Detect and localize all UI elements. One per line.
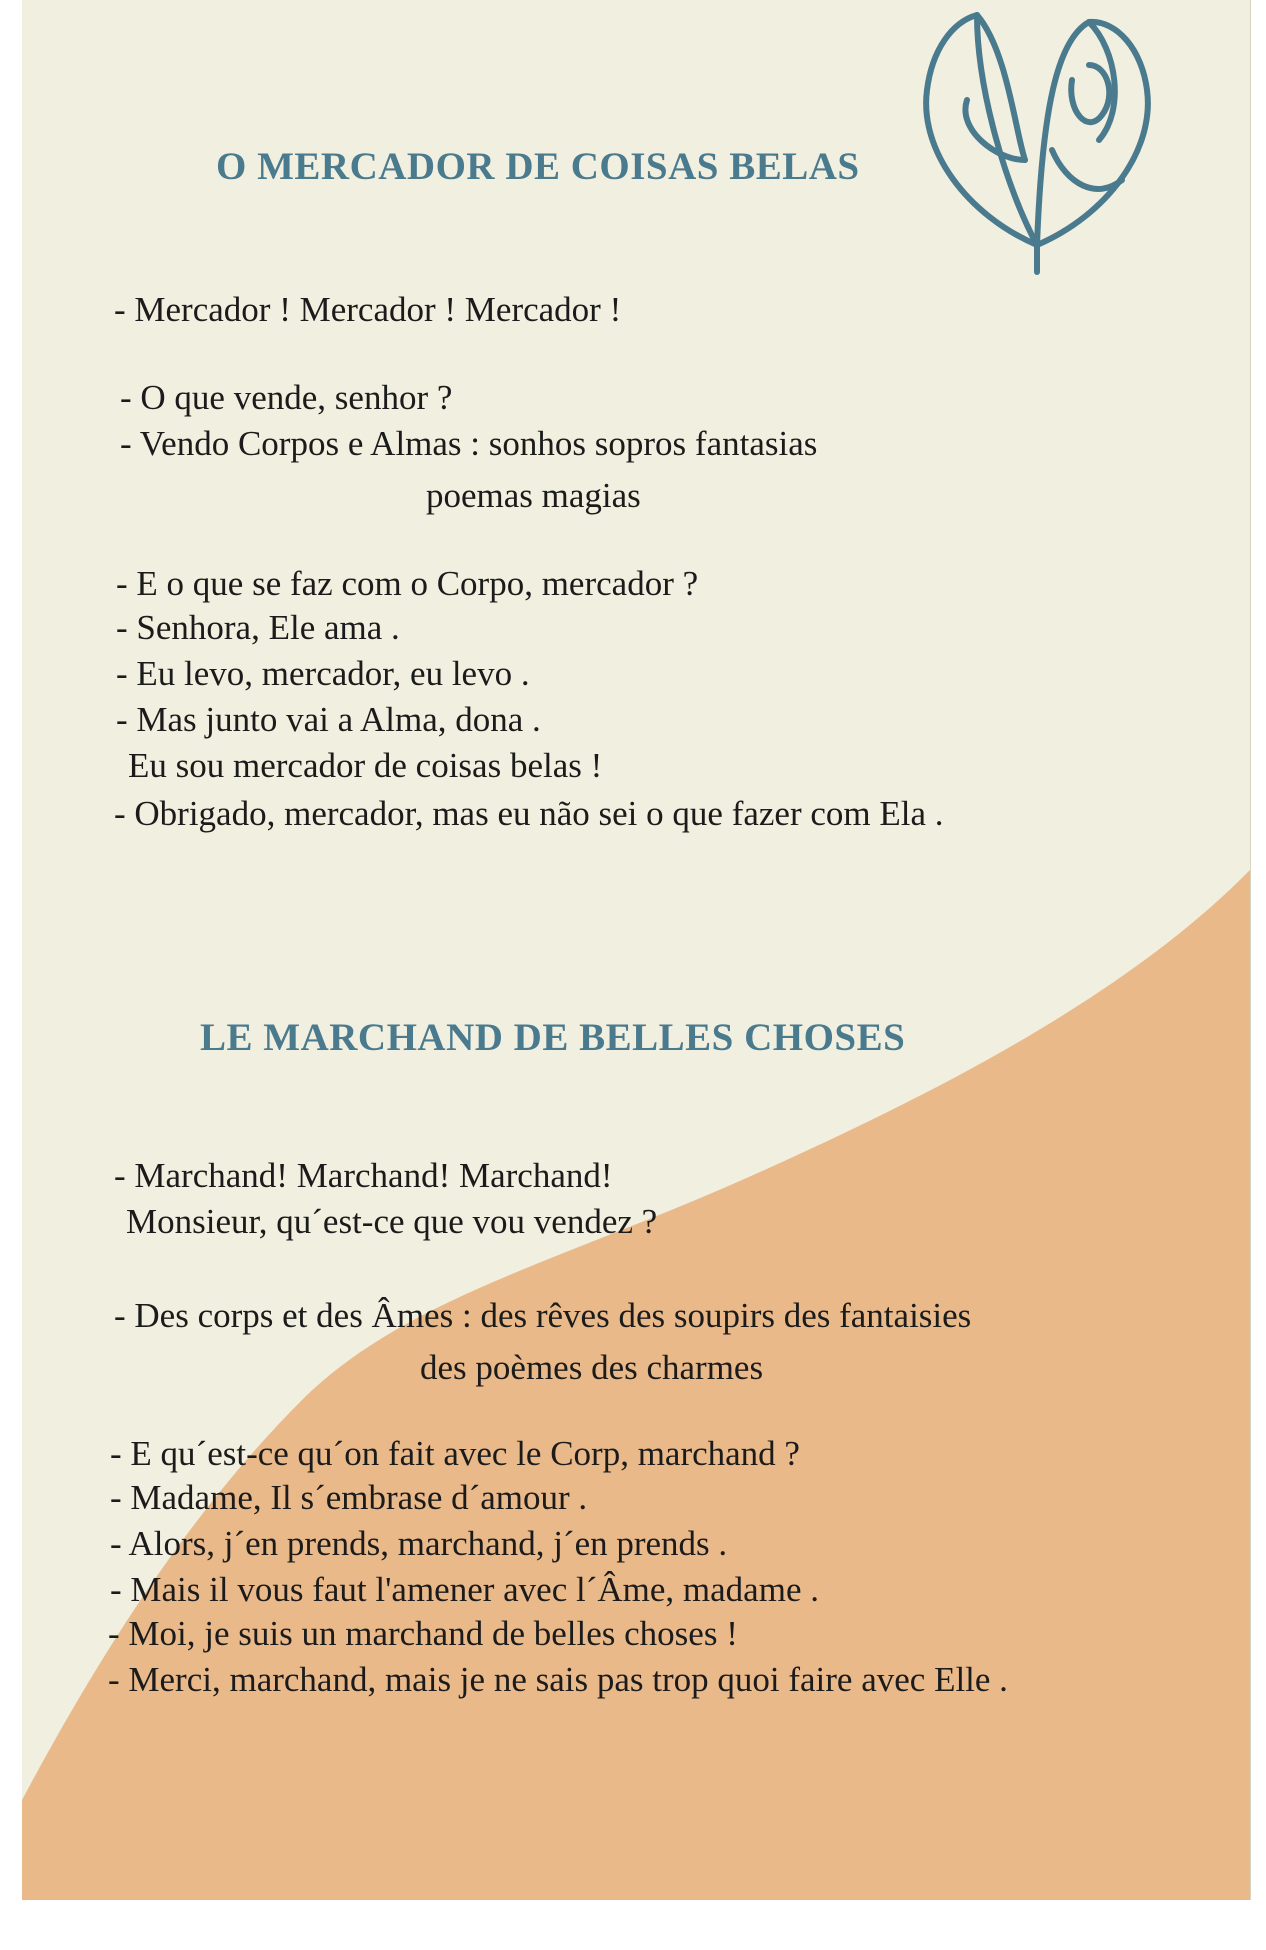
poem-line: des poèmes des charmes bbox=[420, 1348, 764, 1387]
poem-line: - Marchand! Marchand! Marchand! bbox=[114, 1156, 613, 1195]
poem-line: - O que vende, senhor ? bbox=[120, 378, 453, 417]
title-french: LE MARCHAND DE BELLES CHOSES bbox=[200, 1016, 906, 1059]
poem-line: Monsieur, qu´est-ce que vou vendez ? bbox=[126, 1202, 658, 1241]
poem-line: - Mas junto vai a Alma, dona . bbox=[116, 700, 541, 739]
title-portuguese: O MERCADOR DE COISAS BELAS bbox=[216, 145, 860, 188]
stylized-leaf-logo-icon bbox=[907, 10, 1167, 285]
poem-line: - Mercador ! Mercador ! Mercador ! bbox=[114, 290, 622, 329]
poem-line: - Vendo Corpos e Almas : sonhos sopros fantasias bbox=[120, 424, 818, 463]
poem-line: poemas magias bbox=[426, 476, 641, 515]
leaflet-page bbox=[22, 0, 1250, 1900]
poem-line: - Moi, je suis un marchand de belles choses ! bbox=[108, 1614, 738, 1653]
poem-line: - Senhora, Ele ama . bbox=[116, 608, 400, 647]
poem-line: - Madame, Il s´embrase d´amour . bbox=[110, 1478, 588, 1517]
poem-line: - Mais il vous faut l'amener avec l´Âme, madame . bbox=[110, 1570, 819, 1609]
poem-line: - Eu levo, mercador, eu levo . bbox=[116, 654, 530, 693]
poem-line: - Alors, j´en prends, marchand, j´en prends . bbox=[110, 1524, 728, 1563]
poem-line: - Obrigado, mercador, mas eu não sei o que fazer com Ela . bbox=[114, 794, 944, 833]
poem-line: - E o que se faz com o Corpo, mercador ? bbox=[116, 564, 699, 603]
poem-line: - E qu´est-ce qu´on fait avec le Corp, marchand ? bbox=[110, 1434, 800, 1473]
poem-line: Eu sou mercador de coisas belas ! bbox=[128, 746, 603, 785]
poem-line: - Des corps et des Âmes : des rêves des soupirs des fantaisies bbox=[114, 1296, 972, 1335]
poem-line: - Merci, marchand, mais je ne sais pas trop quoi faire avec Elle . bbox=[108, 1660, 1008, 1699]
